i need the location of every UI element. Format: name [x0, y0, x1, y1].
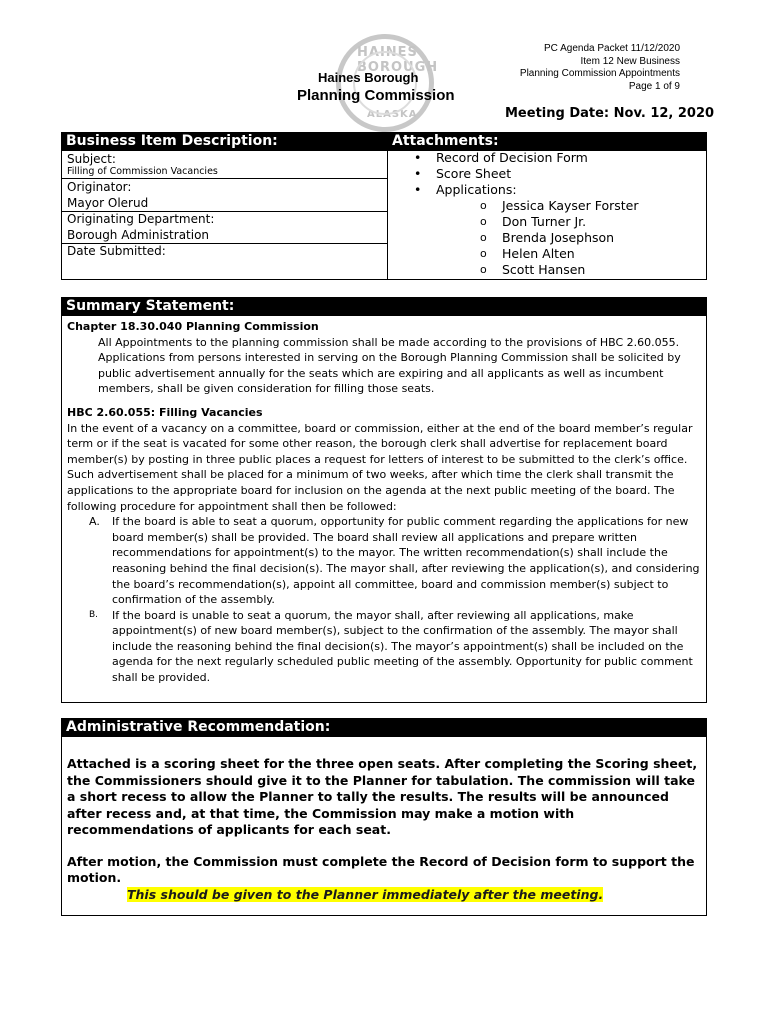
- list-item: o Don Turner Jr.: [480, 214, 639, 230]
- business-item-header: Business Item Description:: [61, 132, 387, 151]
- list-item-label: Applications:: [436, 182, 517, 197]
- highlighted-note: This should be given to the Planner immediately after the meeting.: [127, 886, 604, 902]
- column-divider: [387, 132, 388, 280]
- list-item: o Brenda Josephson: [480, 230, 639, 246]
- list-item: • Record of Decision Form: [414, 150, 639, 166]
- recommendation-body: [67, 756, 705, 903]
- list-item: [414, 182, 639, 278]
- list-item: o Helen Alten: [480, 246, 639, 262]
- summary-header: Summary Statement:: [61, 297, 707, 316]
- originator-label: Originator:: [67, 180, 132, 194]
- list-item: • Score Sheet: [414, 166, 639, 182]
- seal-text-top: HAINES BOROUGH: [357, 45, 439, 75]
- list-item: o Scott Hansen: [480, 262, 639, 278]
- agenda-line: Planning Commission Appointments: [519, 68, 680, 79]
- department-value: Borough Administration: [67, 228, 210, 242]
- subject-label: Subject:: [67, 152, 116, 166]
- list-item: [67, 608, 707, 686]
- attachments-header: Attachments:: [387, 132, 707, 151]
- originator-value: Mayor Olerud: [67, 196, 149, 210]
- agenda-info: [430, 43, 680, 93]
- agenda-line: Page 1 of 9: [628, 80, 680, 92]
- divider: [61, 178, 387, 179]
- recommendation-paragraph: Attached is a scoring sheet for the three open seats. After completing the Scoring sheet, the Commissioners should give it to the Planner for tabulation. The commission will take a short recess to allow the Planner to tally the results. The results will be announced after recess and, at that time, the Commission may make a motion with recommendations of applicants for each seat.: [67, 756, 698, 837]
- list-letter: B.: [89, 609, 99, 620]
- subject-value: Filling of Commission Vacancies: [67, 166, 218, 177]
- meeting-date: Meeting Date: Nov. 12, 2020: [505, 106, 715, 121]
- list-item-text: If the board is unable to seat a quorum, the mayor shall, after reviewing all applications, make appointment(s) of new board member(s), subject to the confirmation of the assembly. The mayor shall include the reasoning behind the final decision(s). The mayor’s appointment(s) shall be included on the agenda for the next regularly scheduled public meeting of the assembly. Opportunity for public comment shall be provided.: [112, 608, 693, 685]
- agenda-line: Item 12 New Business: [580, 55, 680, 67]
- hbc-text: In the event of a vacancy on a committee, board or commission, either at the end of the board member’s regular term or if the seat is vacated for some other reason, the borough clerk shall advertise for replacement board member(s) by posting in three public places a request for letters of interest to be submitted to the clerk’s office. Such advertisement shall be placed for a minimum of two weeks, after which time the clerk shall transmit the applications to the appropriate board for inclusion on the agenda at the next public meeting of the board. The following procedure for appointment shall then be followed:: [67, 421, 693, 513]
- seal-text-bottom: ALASKA: [367, 109, 418, 120]
- department-label: Originating Department:: [67, 212, 215, 226]
- hbc-heading: HBC 2.60.055: Filling Vacancies: [67, 405, 263, 419]
- chapter-text: All Appointments to the planning commission shall be made according to the provisions of HBC 2.60.055. Applications from persons interested in serving on the Borough Planning Commission shall be solicited by public advertisement annually for the seats which are expiring and all applicants as well as incumbent members, shall be given consideration for filling those seats.: [98, 335, 681, 396]
- list-item-text: If the board is able to seat a quorum, opportunity for public comment regarding the applications for new board member(s) shall be provided. The board shall review all applications and prepare written recommendations for appointment(s) to the mayor. The written recommendation(s) shall include the reasoning behind the final decision(s). The mayor shall, after reviewing the application(s), and considering the board’s recommendation(s), appoint all committee, board and commission member(s) subject to confirmation of the assembly.: [112, 515, 700, 607]
- list-item: o Jessica Kayser Forster: [480, 198, 639, 214]
- list-item: [67, 514, 707, 608]
- summary-body: [67, 319, 707, 686]
- attachments-list: [414, 150, 639, 278]
- recommendation-header: Administrative Recommendation:: [61, 718, 707, 737]
- borough-name: Haines Borough: [318, 70, 419, 85]
- list-letter: A.: [89, 515, 100, 529]
- date-submitted-label: Date Submitted:: [67, 244, 166, 258]
- chapter-heading: Chapter 18.30.040 Planning Commission: [67, 320, 319, 333]
- recommendation-paragraph: After motion, the Commission must complete the Record of Decision form to support the motion.: [67, 853, 695, 885]
- applicants-list: [436, 198, 639, 278]
- agenda-line: PC Agenda Packet 11/12/2020: [543, 43, 680, 54]
- commission-name: Planning Commission: [297, 87, 455, 104]
